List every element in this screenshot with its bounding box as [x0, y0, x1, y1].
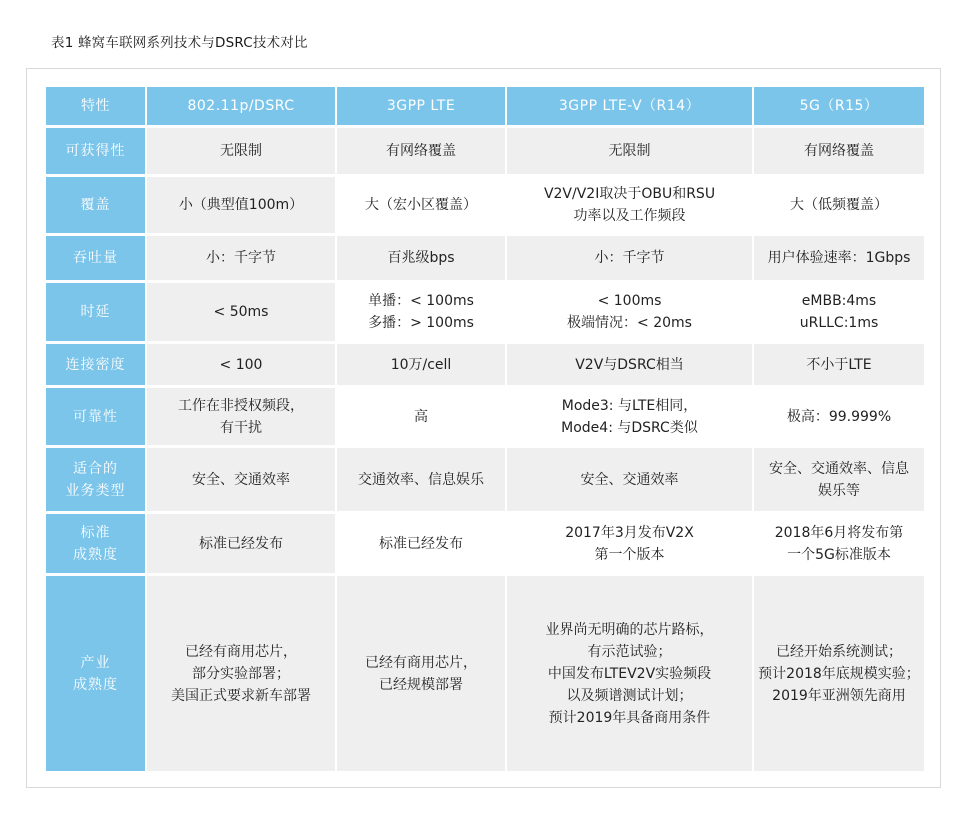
- header-lte-v: 3GPP LTE-V（R14）: [507, 87, 754, 128]
- table-cell: V2V与DSRC相当: [507, 344, 754, 388]
- row-label: 产业 成熟度: [46, 576, 147, 771]
- table-cell: V2V/V2I取决于OBU和RSU 功率以及工作频段: [507, 177, 754, 236]
- table-cell: 单播：< 100ms 多播：> 100ms: [337, 283, 507, 344]
- header-dsrc: 802.11p/DSRC: [147, 87, 337, 128]
- table-cell: 工作在非授权频段， 有干扰: [147, 388, 337, 448]
- row-label: 吞吐量: [46, 236, 147, 283]
- table-cell: 已经开始系统测试； 预计2018年底规模实验； 2019年亚洲领先商用: [754, 576, 924, 771]
- table-cell: 已经有商用芯片， 部分实验部署； 美国正式要求新车部署: [147, 576, 337, 771]
- table-cell: 2017年3月发布V2X 第一个版本: [507, 514, 754, 576]
- table-caption: 表1 蜂窝车联网系列技术与DSRC技术对比: [51, 35, 308, 51]
- table-cell: 交通效率、信息娱乐: [337, 448, 507, 514]
- header-5g: 5G（R15）: [754, 87, 924, 128]
- table-row: [46, 344, 924, 388]
- table-row: [46, 576, 924, 771]
- table-cell: 安全、交通效率: [147, 448, 337, 514]
- table-cell: 不小于LTE: [754, 344, 924, 388]
- table-cell: 用户体验速率：1Gbps: [754, 236, 924, 283]
- table-row: [46, 388, 924, 448]
- table-cell: < 50ms: [147, 283, 337, 344]
- table-cell: 有网络覆盖: [754, 128, 924, 177]
- table-cell: eMBB:4ms uRLLC:1ms: [754, 283, 924, 344]
- table-cell: 大（宏小区覆盖）: [337, 177, 507, 236]
- table-cell: 无限制: [507, 128, 754, 177]
- row-label: 可靠性: [46, 388, 147, 448]
- table-header-row: [46, 87, 924, 128]
- table-cell: 安全、交通效率: [507, 448, 754, 514]
- table-row: [46, 448, 924, 514]
- row-label: 适合的 业务类型: [46, 448, 147, 514]
- table-row: [46, 128, 924, 177]
- row-label: 连接密度: [46, 344, 147, 388]
- row-label: 标准 成熟度: [46, 514, 147, 576]
- table-cell: 极高：99.999%: [754, 388, 924, 448]
- table-cell: 安全、交通效率、信息 娱乐等: [754, 448, 924, 514]
- table-cell: 业界尚无明确的芯片路标， 有示范试验； 中国发布LTEV2V实验频段 以及频谱测试计划； 预计2019年具备商用条件: [507, 576, 754, 771]
- table-cell: 10万/cell: [337, 344, 507, 388]
- row-label: 时延: [46, 283, 147, 344]
- table-row: [46, 236, 924, 283]
- table-row: [46, 283, 924, 344]
- table-cell: 标准已经发布: [337, 514, 507, 576]
- table-cell: 小：千字节: [507, 236, 754, 283]
- table-cell: 百兆级bps: [337, 236, 507, 283]
- table-row: [46, 514, 924, 576]
- table-cell: 大（低频覆盖）: [754, 177, 924, 236]
- header-3gpp-lte: 3GPP LTE: [337, 87, 507, 128]
- table-cell: Mode3: 与LTE相同， Mode4: 与DSRC类似: [507, 388, 754, 448]
- table-cell: 2018年6月将发布第 一个5G标准版本: [754, 514, 924, 576]
- table-cell: < 100ms 极端情况：< 20ms: [507, 283, 754, 344]
- row-label: 可获得性: [46, 128, 147, 177]
- table-cell: 有网络覆盖: [337, 128, 507, 177]
- table-cell: 小（典型值100m）: [147, 177, 337, 236]
- table-cell: < 100: [147, 344, 337, 388]
- table-cell: 无限制: [147, 128, 337, 177]
- table-row: [46, 177, 924, 236]
- table-cell: 小：千字节: [147, 236, 337, 283]
- table-cell: 已经有商用芯片， 已经规模部署: [337, 576, 507, 771]
- comparison-table: [46, 87, 924, 771]
- row-label: 覆盖: [46, 177, 147, 236]
- table-cell: 高: [337, 388, 507, 448]
- header-feature: 特性: [46, 87, 147, 128]
- table-cell: 标准已经发布: [147, 514, 337, 576]
